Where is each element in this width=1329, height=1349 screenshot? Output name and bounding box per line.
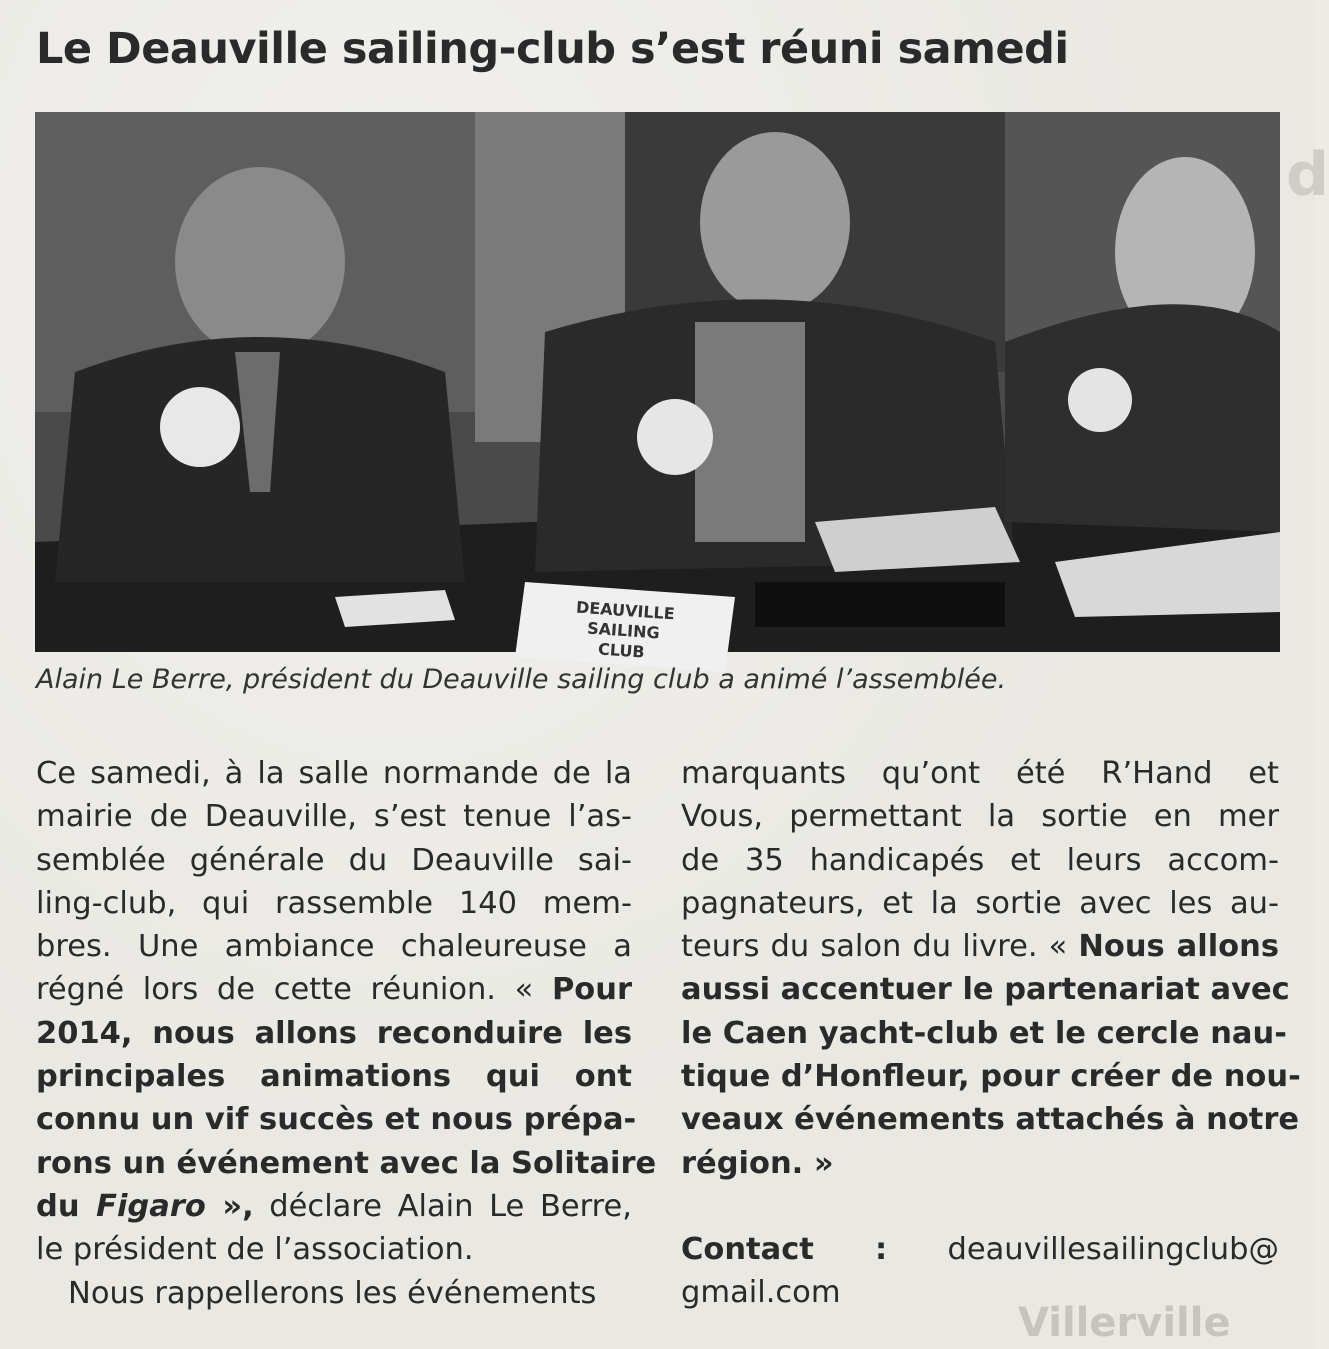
- club-sign-line-1: DEAUVILLE: [575, 597, 676, 624]
- body-text: teurs du salon du livre. «: [681, 929, 1079, 965]
- body-line: Ce samedi, à la salle normande de la: [36, 756, 632, 791]
- contact-email: deauvillesailingclub@: [947, 1231, 1279, 1267]
- body-line: marquants qu’ont été R’Hand et: [681, 756, 1279, 791]
- quote-close: »,: [205, 1188, 254, 1224]
- quote-text: Nous allons: [1078, 929, 1279, 965]
- meeting-photo-illustration: [35, 112, 1280, 662]
- quote-line: veaux événements attachés à notre: [681, 1102, 1300, 1138]
- body-line: le président de l’association.: [36, 1232, 474, 1268]
- body-text: déclare Alain Le Berre,: [253, 1188, 632, 1224]
- body-line: ling-club, qui rassemble 140 mem-: [36, 885, 632, 921]
- quote-line: région. »: [681, 1145, 834, 1181]
- body-line: Nous rappellerons les événements: [68, 1275, 597, 1311]
- body-line: [36, 1185, 632, 1228]
- quote-line: rons un événement avec la Solitaire: [36, 1145, 657, 1181]
- contact-email-continued: gmail.com: [681, 1275, 841, 1311]
- newspaper-name: Figaro: [96, 1188, 206, 1224]
- article-photo: [35, 112, 1280, 662]
- quote-text: du: [36, 1188, 97, 1224]
- body-line: [36, 968, 632, 1011]
- body-line: bres. Une ambiance chaleureuse a: [36, 929, 632, 965]
- body-line: pagnateurs, et la sortie avec les au-: [681, 885, 1279, 921]
- quote-text: Pour: [551, 972, 632, 1008]
- quote-line: tique d’Honfleur, pour créer de nou-: [681, 1059, 1301, 1095]
- contact-label: Contact :: [681, 1231, 888, 1267]
- club-sign-line-3: CLUB: [597, 639, 646, 662]
- club-sign-line-2: SAILING: [586, 618, 661, 643]
- article-column-1: [36, 752, 657, 1315]
- contact-line: [681, 1228, 1279, 1271]
- article-headline: Le Deauville sailing-club s’est réuni samedi: [36, 24, 1069, 74]
- body-line: mairie de Deauville, s’est tenue l’as-: [36, 799, 632, 835]
- quote-line: le Caen yacht-club et le cercle nau-: [681, 1015, 1287, 1051]
- body-line: [681, 925, 1279, 968]
- body-text: régné lors de cette réunion. «: [36, 972, 552, 1008]
- bleed-through-headline: Villerville: [1018, 1300, 1231, 1346]
- bleed-through-letter: d: [1286, 140, 1329, 210]
- quote-line: 2014, nous allons reconduire les: [36, 1015, 632, 1051]
- photo-caption: Alain Le Berre, président du Deauville sailing club a animé l’assemblée.: [36, 664, 1007, 695]
- body-line: Vous, permettant la sortie en mer: [681, 799, 1279, 835]
- quote-line: aussi accentuer le partenariat avec: [681, 972, 1290, 1008]
- body-line: semblée générale du Deauville sai-: [36, 842, 632, 878]
- body-line: de 35 handicapés et leurs accom-: [681, 842, 1279, 878]
- quote-line: principales animations qui ont: [36, 1059, 632, 1095]
- article-column-2: [681, 752, 1301, 1315]
- quote-line: connu un vif succès et nous prépa-: [36, 1102, 637, 1138]
